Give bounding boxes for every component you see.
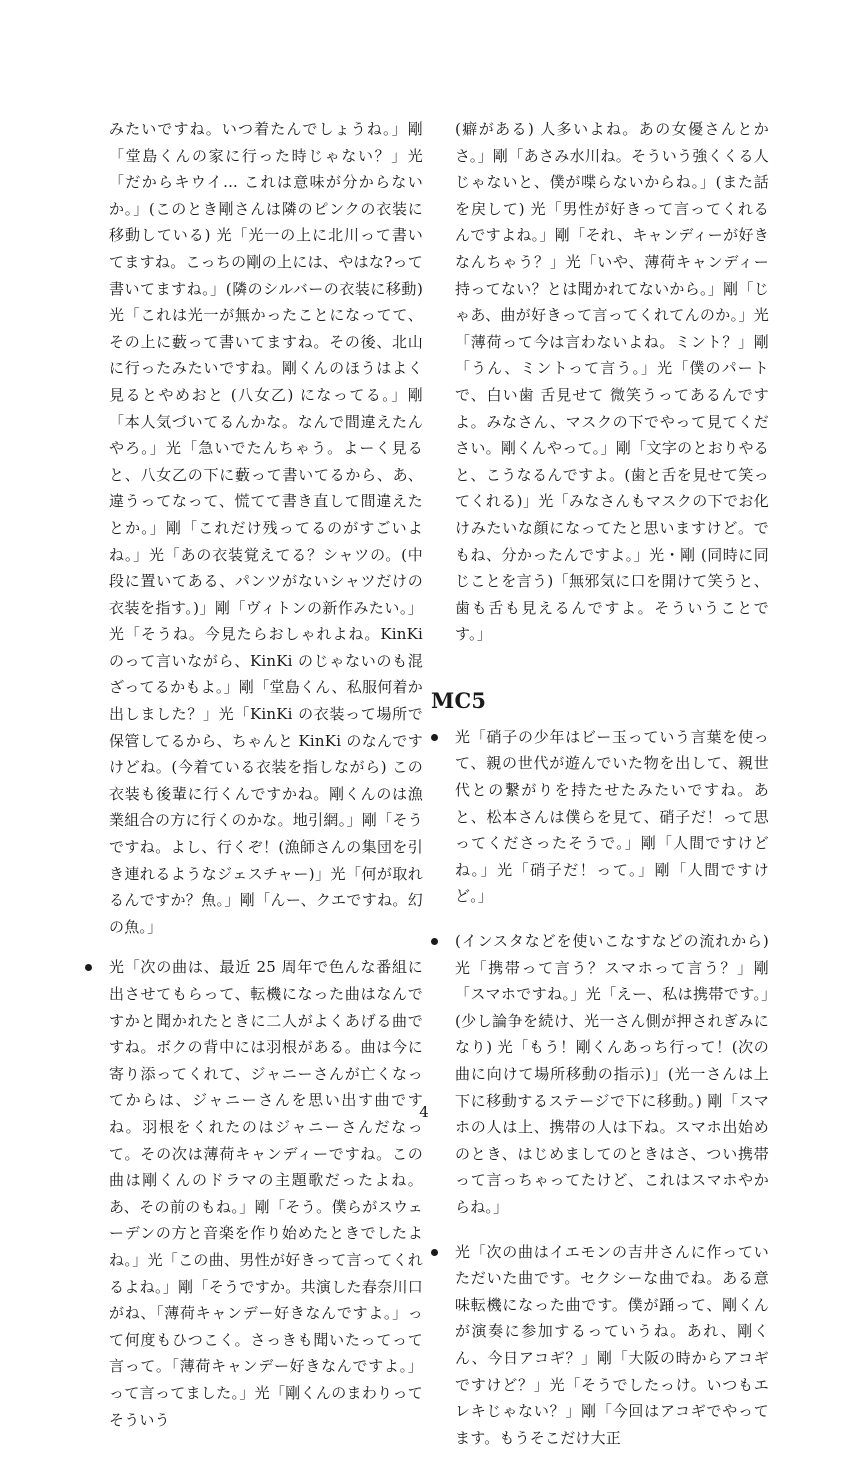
list-item-text: 光「次の曲は、最近 25 周年で色んな番組に出させてもらって、転機になった曲はなんですかと聞かれたときに二人がよくあげる曲ですね。ボクの背中には羽根がある。曲は今に寄り添ってくれて、ジャニーさんが亡くなってからは、ジャニーさんを思い出す曲ですね。羽根をくれたのはジャニーさんだなって。その次は薄荷キャンディーですね。この曲は剛くんのドラマの主題歌だったよね。あ、その前のもね。」剛「そう。僕らがスウェーデンの方と音楽を作り始めたときでしたよね。」光「この曲、男性が好きって言ってくれるよね。」剛「そうですか。共演した春奈川口がね、「薄荷キャンデー好きなんですよ。」って何度もひつこく。さっきも聞いたってって言って。「薄荷キャンデー好きなんですよ。」って言ってました。」光「剛くんのまわりってそういう <box>109 958 423 1429</box>
list-item <box>455 724 769 910</box>
list-item <box>109 954 423 1433</box>
right-bullet-list <box>455 724 769 1451</box>
left-continuation-paragraph: みたいですね。いつ着たんでしょうね。」剛「堂島くんの家に行った時じゃない？」光「だからキウイ... これは意味が分からないか。」(このとき剛さんは隣のピンクの衣装に移動している) 光「光一の上に北川って書いてますね。こっちの剛の上には、やはな?って書いてますね。」(隣のシルバーの衣装に移動) 光「これは光一が無かったことになってて、その上に藪って書いてますね。その後、北山に行ったみたいですね。剛くんのほうはよく見るとやめおと (八女乙) になってる。」剛「本人気づいてるんかな。なんで間違えたんやろ。」光「急いでたんちゃう。よーく見ると、八女乙の下に藪って書いてるから、あ、違うってなって、慌てて書き直して間違えたとか。」剛「これだけ残ってるのがすごいよね。」光「あの衣装覚えてる？シャツの。(中段に置いてある、パンツがないシャツだけの衣装を指す。)」剛「ヴィトンの新作みたい。」光「そうね。今見たらおしゃれよね。KinKi のって言いながら、KinKi のじゃないのも混ざってるかもよ。」剛「堂島くん、私服何着か出しました？」光「KinKi の衣装って場所で保管してるから、ちゃんと KinKi のなんですけどね。(今着ている衣装を指しながら) この衣装も後輩に行くんですかね。剛くんのは漁業組合の方に行くのかな。地引網。」剛「そうですね。よし、行くぞ！(漁師さんの集団を引き連れるようなジェスチャー)」光「何が取れるんですか？魚。」剛「んー、クエですね。幻の魚。」 <box>109 120 423 936</box>
list-item <box>455 928 769 1221</box>
list-item-text: 光「硝子の少年はビー玉っていう言葉を使って、親の世代が遊んでいた物を出して、親世代との繋がりを持たせたみたいですね。あと、松本さんは僕らを見て、硝子だ！って思ってくださったそうで。」剛「人間ですけどね。」光「硝子だ！って。」剛「人間ですけど。」 <box>455 727 769 906</box>
section-heading: MC5 <box>431 687 487 713</box>
bullet-icon <box>431 734 438 741</box>
left-column <box>109 116 423 1449</box>
right-continuation-paragraph: (癖がある) 人多いよね。あの女優さんとかさ。」剛「あさみ水川ね。そういう強くくる人じゃないと、僕が喋らないからね。」(また話を戻して) 光「男性が好きって言ってくれるんですよね。」剛「それ、キャンディーが好きなんちゃう？」光「いや、薄荷キャンディー持ってない？とは聞かれてないから。」剛「じゃあ、曲が好きって言ってくれてんのか。」光「薄荷って今は言わないよね。ミント？」剛「うん、ミントって言う。」光「僕のパートで、白い歯 舌見せて 微笑うってあるんですよ。みなさん、マスクの下でやって見てください。剛くんやって。」剛「文字のとおりやると、こうなるんですよ。(歯と舌を見せて笑ってくれる)」光「みなさんもマスクの下でお化けみたいな顔になってたと思いますけど。でもね、分かったんですよ。」光・剛 (同時に同じことを言う)「無邪気に口を開けて笑うと、歯も舌も見えるんですよ。そういうことです。」 <box>455 120 769 644</box>
left-bullet-list <box>109 954 423 1433</box>
right-column <box>431 116 769 1469</box>
bullet-icon <box>85 964 92 971</box>
list-item-text: (インスタなどを使いこなすなどの流れから) 光「携帯って言う？スマホって言う？」剛「スマホですね。」光「えー、私は携帯です。」(少し論争を続け、光一さん側が押されぎみになり) 光「もう！剛くんあっち行って！(次の曲に向けて場所移動の指示)」(光一さんは上下に移動するステージで下に移動。) 剛「スマホの人は上、携帯の人は下ね。スマホ出始めのとき、はじめましてのときはさ、つい携帯って言っちゃってたけど、これはスマホやからね。」 <box>455 932 769 1216</box>
list-item-text: 光「次の曲はイエモンの吉井さんに作っていただいた曲です。セクシーな曲でね。ある意味転機になった曲です。僕が踊って、剛くんが演奏に参加するっていうね。あれ、剛くん、今日アコギ？」剛「大阪の時からアコギですけど？」光「そうでしたっけ。いつもエレキじゃない？」剛「今回はアコギでやってます。もうそこだけ大正 <box>455 1242 769 1447</box>
page-number: 4 <box>419 1103 429 1121</box>
list-item <box>455 1239 769 1452</box>
bullet-icon <box>431 938 438 945</box>
bullet-icon <box>431 1249 438 1256</box>
